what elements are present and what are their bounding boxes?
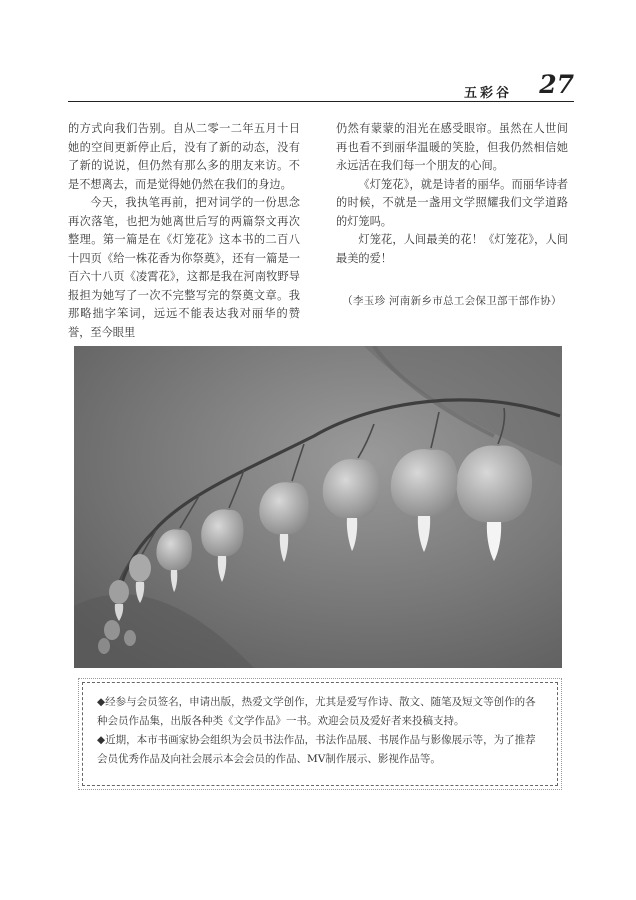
page-header [68, 72, 574, 104]
bleeding-heart-flower-photo [74, 346, 562, 668]
article-column-left [68, 120, 300, 342]
author-byline: （李玉珍 河南新乡市总工会保卫部干部作协） [342, 295, 562, 307]
article-paragraph: 的方式向我们告别。自从二零一二年五月十日她的空间更新停止后，没有了新的动态，没有了新的说说，但仍然有那么多的朋友来访。不是不想离去，而是觉得她仍然在我们的身边。 [68, 122, 300, 191]
page-number: 27 [539, 70, 574, 99]
article-paragraph: 今天，我执笔再前，把对词学的一份思念再次落笔，也把为她离世后写的两篇祭文再次整理。第一篇是在《灯笼花》这本书的二百八十四页《给一株花香为你祭奠》，还有一篇是一百六十八页《凌霄花》，这都是我在河南牧野导报担为她写了一次不完整写完的祭奠文章。我那略拙字笨词，远远不能表达我对丽华的赞誉，至今眼里 [68, 196, 300, 339]
magazine-section-title: 五彩谷 [463, 86, 512, 101]
notice-item: ◆经参与会员签名，申请出版，热爱文学创作，尤其是爱写作诗、散文、随笔及短文等创作的各种会员作品集，出版各种类《文学作品》一书。欢迎会员及爱好者来投稿支持。 [97, 696, 536, 727]
flower-illustration [74, 346, 562, 668]
article-column-right [336, 120, 568, 311]
article-paragraph: 灯笼花，人间最美的花！《灯笼花》，人间最美的爱！ [336, 233, 568, 265]
header-rule [68, 101, 574, 102]
article-paragraph: 《灯笼花》，就是诗者的丽华。而丽华诗者的时候，不就是一盏用文学照耀我们文学道路的灯笼吗。 [336, 177, 568, 228]
article-paragraph: 仍然有蒙蒙的泪光在感受眼帘。虽然在人世间再也看不到丽华温暖的笑脸，但我仍然相信她永远活在我们每一个朋友的心间。 [336, 122, 568, 172]
notice-item: ◆近期，本市书画家协会组织为会员书法作品，书法作品展、书展作品与影像展示等，为了推荐会员优秀作品及向社会展示本会会员的作品、MV制作展示、影视作品等。 [97, 734, 536, 765]
notice-box [82, 682, 558, 786]
